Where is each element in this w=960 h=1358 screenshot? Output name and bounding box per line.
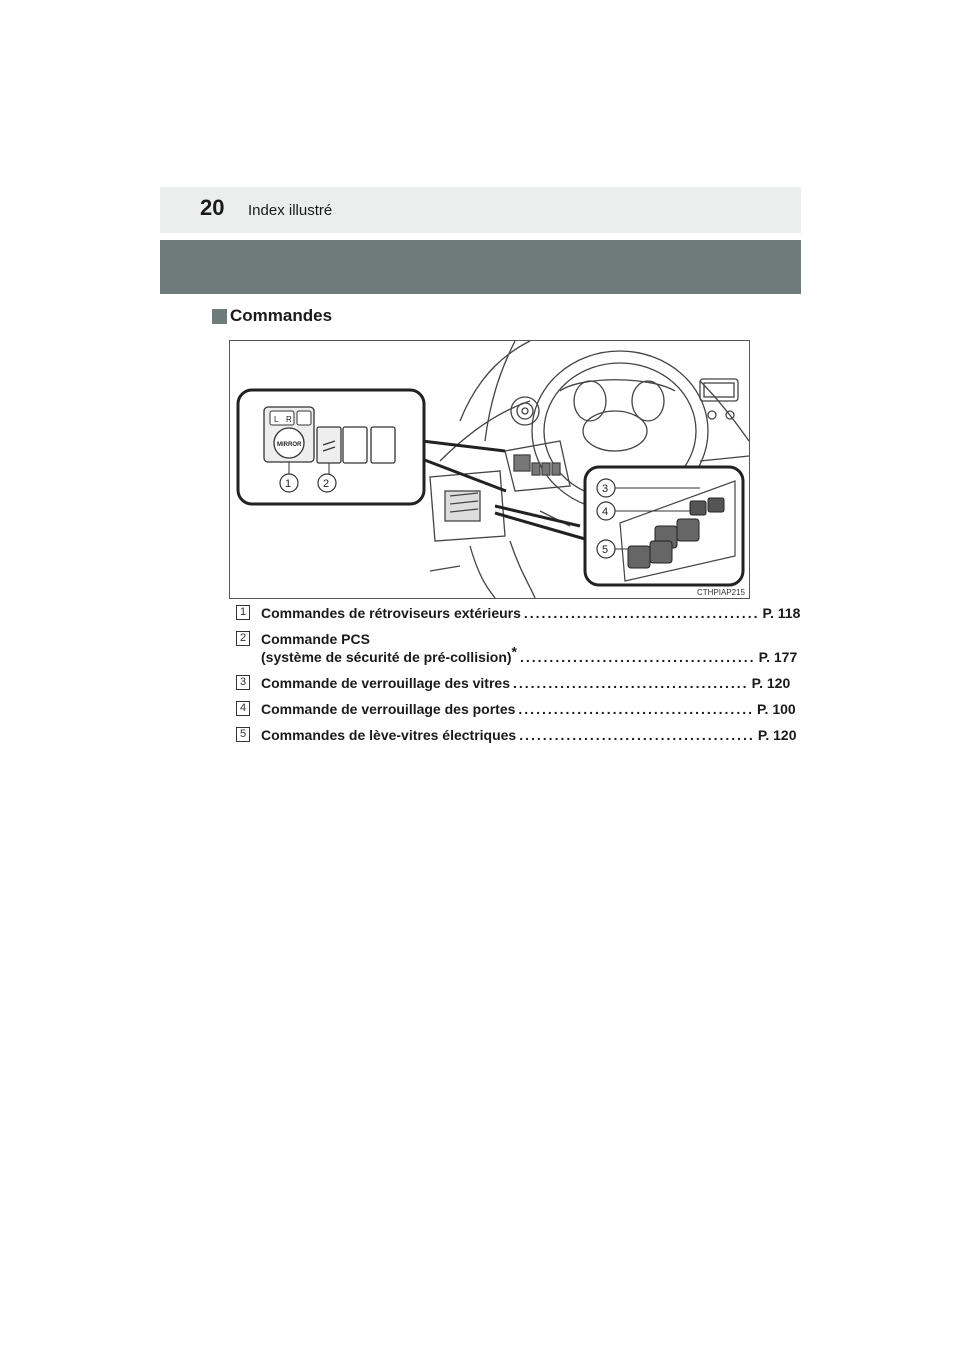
callout-2: 2 — [323, 478, 330, 490]
item-text: Commande de verrouillage des portes — [261, 701, 516, 717]
page-reference[interactable]: P. 118 — [762, 605, 801, 621]
section-band — [160, 240, 801, 294]
dot-leader: ........................................ — [523, 605, 760, 621]
item-number-badge: 5 — [236, 727, 250, 742]
item-number-badge: 4 — [236, 701, 250, 716]
item-number-badge: 1 — [236, 605, 250, 620]
item-number-badge: 3 — [236, 675, 250, 690]
dot-leader: ........................................ — [519, 649, 756, 665]
item-text-line1: Commande PCS — [261, 631, 370, 647]
dashboard-illustration — [230, 341, 749, 598]
section-title: Commandes — [230, 306, 333, 325]
page-number: 20 — [200, 195, 225, 220]
item-number-badge: 2 — [236, 631, 250, 646]
callout-3: 3 — [602, 483, 609, 495]
list-item — [236, 604, 801, 622]
callout-4: 4 — [602, 506, 609, 518]
page-header — [160, 187, 801, 233]
page-reference[interactable]: P. 177 — [758, 649, 798, 665]
page-reference[interactable]: P. 100 — [757, 701, 796, 717]
mirror-switch-label: MIRROR — [277, 442, 302, 448]
header-title: Index illustré — [248, 202, 333, 219]
list-item — [236, 674, 791, 692]
callout-5: 5 — [602, 544, 609, 556]
square-bullet-icon — [212, 309, 227, 324]
dot-leader: ........................................ — [512, 675, 749, 691]
item-text: Commandes de lève-vitres électriques — [261, 727, 517, 743]
list-item — [236, 726, 797, 744]
item-text: (système de sécurité de pré-collision) — [261, 649, 512, 665]
footnote-marker: * — [511, 643, 517, 660]
item-text: Commandes de rétroviseurs extérieurs — [261, 605, 521, 621]
illustration-figure — [229, 340, 750, 599]
page-reference[interactable]: P. 120 — [757, 727, 797, 743]
dot-leader: ........................................ — [519, 727, 755, 743]
figure-code: CTHPIAP215 — [696, 588, 745, 597]
page-reference[interactable]: P. 120 — [751, 675, 791, 691]
mirror-left-label: L — [274, 415, 279, 424]
section-heading — [212, 306, 332, 326]
item-text: Commande de verrouillage des vitres — [261, 675, 510, 691]
list-item — [236, 630, 798, 666]
dot-leader: ........................................ — [518, 701, 754, 717]
callout-1: 1 — [285, 478, 292, 490]
item-list — [236, 604, 801, 744]
list-item — [236, 700, 796, 718]
mirror-right-label: R — [286, 415, 292, 424]
